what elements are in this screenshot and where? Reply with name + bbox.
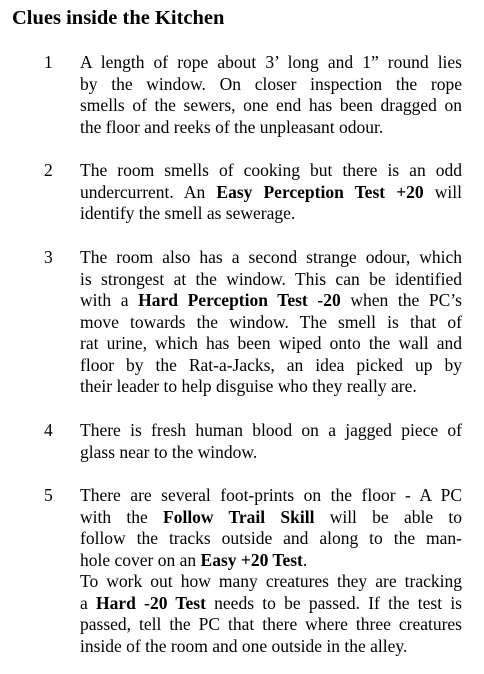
clue-line: There is fresh human blood on a jagged piece of	[80, 420, 462, 440]
clue-line: identify the smell as sewerage.	[80, 203, 296, 223]
clue-text-segment: needs to be passed. If the test is	[205, 592, 462, 613]
clue-line	[80, 182, 462, 204]
page-title: Clues inside the Kitchen	[12, 7, 225, 29]
clue-text-segment: will	[423, 181, 462, 202]
clue-line: There are several foot-prints on the floor - A PC	[80, 485, 462, 505]
clue-line	[80, 507, 462, 529]
clue-line: passed, tell the PC that there where three creatures	[80, 614, 462, 634]
clue-text	[80, 420, 462, 463]
clue-line: their leader to help disguise who they really are.	[80, 376, 417, 396]
test-name-emphasis: Hard -20 Test	[96, 592, 206, 613]
clue-line: glass near to the window.	[80, 441, 258, 462]
clue-line: smells of the sewers, one end has been dragged on	[80, 95, 462, 115]
clue-text-segment: undercurrent. An	[80, 181, 217, 202]
clue-text	[80, 247, 462, 398]
clue-text-segment: .	[302, 549, 308, 570]
clue-text-segment: with the	[80, 506, 164, 527]
clue-line: The room smells of cooking but there is an odd	[80, 160, 462, 180]
clue-number: 4	[44, 420, 53, 440]
test-name-emphasis: Hard Perception Test -20	[138, 290, 341, 310]
clue-line: floor by the Rat-a-Jacks, an idea picked up by	[80, 354, 462, 375]
test-name-emphasis: Easy Perception Test +20	[216, 181, 424, 202]
clue-text	[80, 52, 462, 138]
clue-line	[80, 593, 462, 615]
clue-number: 3	[44, 247, 53, 267]
clue-line: move towards the window. The smell is that of	[80, 311, 462, 332]
clue-line: To work out how many creatures they are tracking	[80, 571, 462, 591]
clue-line: the floor and reeks of the unpleasant odour.	[80, 116, 384, 137]
clue-text-segment: with a	[80, 290, 139, 310]
clue-line: The room also has a second strange odour, which	[80, 247, 462, 267]
clue-line: is strongest at the window. This can be identified	[80, 268, 462, 289]
clue-text-segment: when the PC’s	[340, 290, 462, 310]
clue-text-segment: hole cover on an	[80, 549, 201, 570]
clue-line: rat urine, which has been wiped onto the wall and	[80, 333, 462, 353]
clue-number: 5	[44, 485, 53, 505]
skill-name-emphasis: Follow Trail Skill	[163, 506, 315, 527]
clue-line: by the window. On closer inspection the rope	[80, 73, 462, 94]
clue-text	[80, 160, 462, 225]
clue-number: 2	[44, 160, 53, 180]
clue-line: A length of rope about 3’ long and 1” round lies	[80, 52, 462, 72]
test-name-emphasis: Easy +20 Test	[200, 549, 303, 570]
clue-number: 1	[44, 52, 53, 72]
clue-line	[80, 550, 462, 572]
clue-line: inside of the room and one outside in the alley.	[80, 635, 408, 656]
clue-text-segment: a	[80, 592, 97, 613]
clue-line	[80, 290, 462, 312]
clue-line: follow the tracks outside and along to the man-	[80, 528, 462, 548]
clue-text-segment: will be able to	[314, 506, 462, 527]
clue-text	[80, 485, 462, 657]
